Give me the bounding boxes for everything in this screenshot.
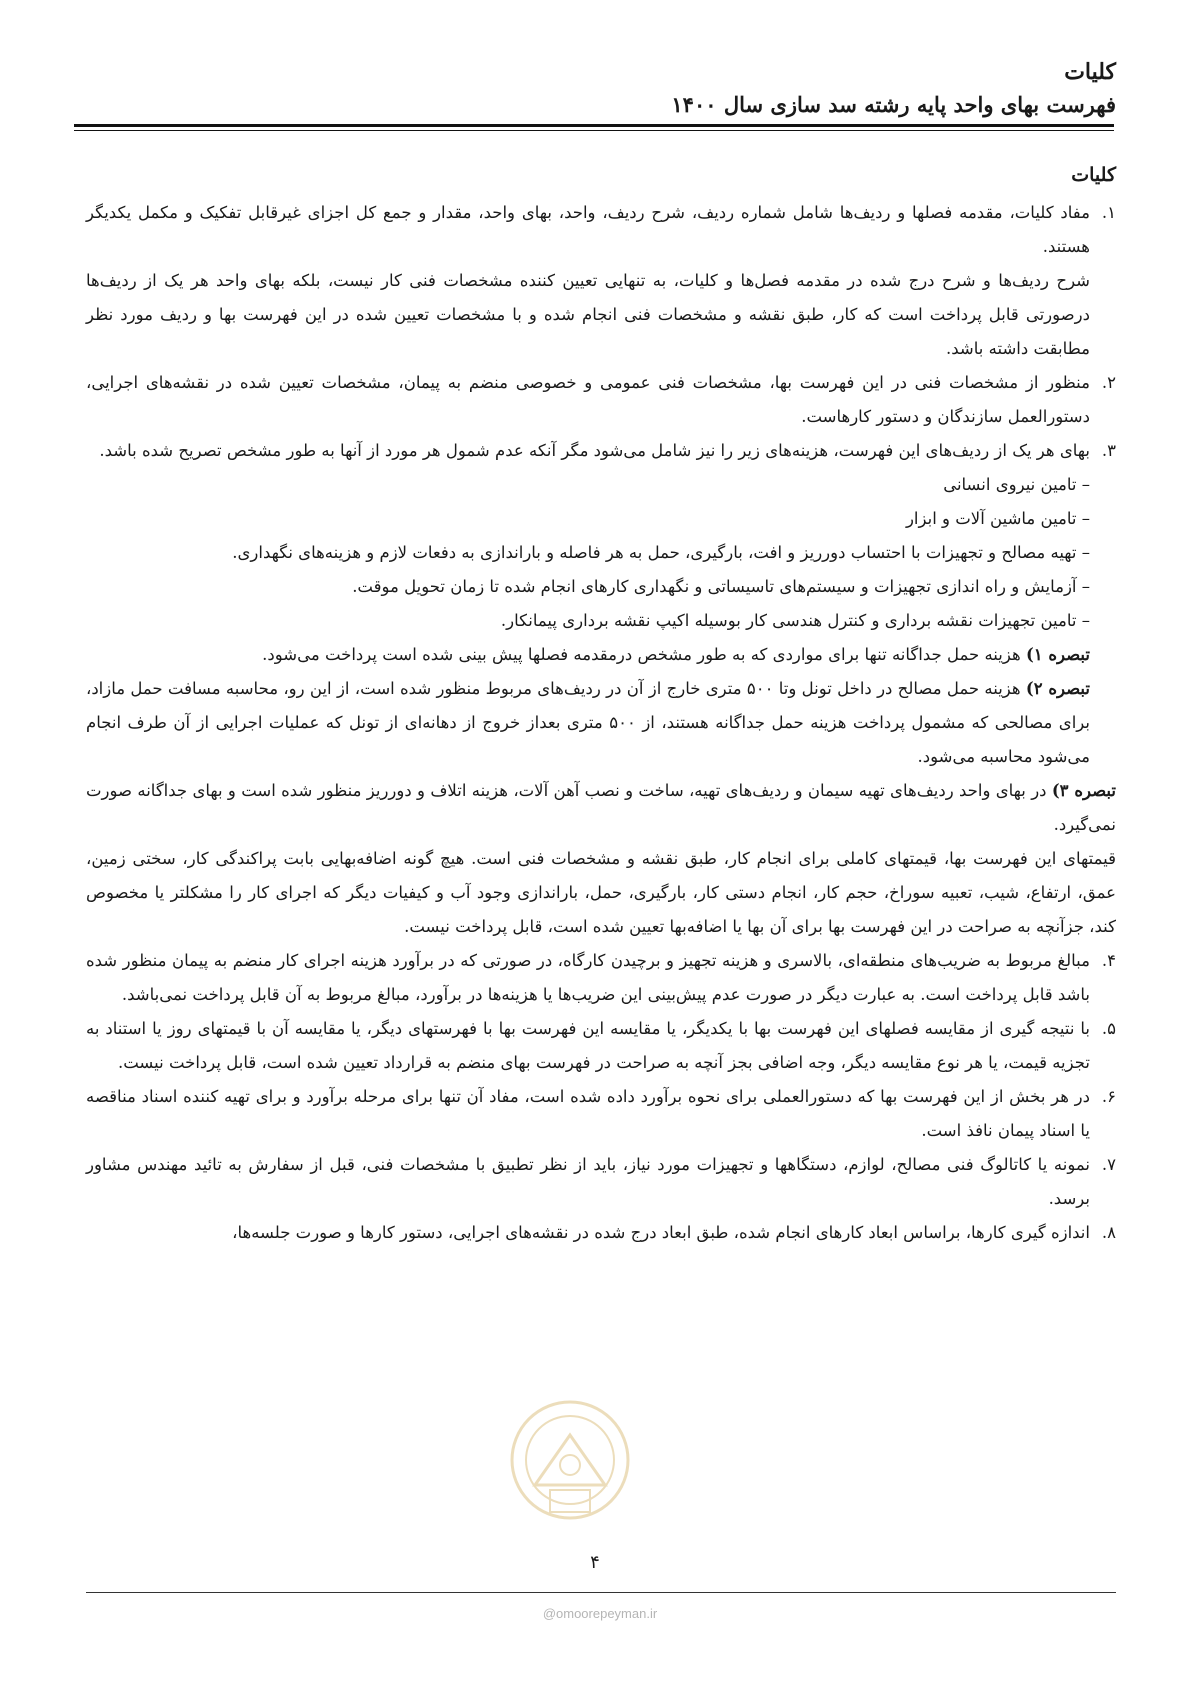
website-watermark: @omoorepeyman.ir bbox=[542, 1606, 658, 1621]
list-item-6 bbox=[86, 1080, 1116, 1148]
list-item-7 bbox=[86, 1148, 1116, 1216]
item-number: ۸. bbox=[1101, 1223, 1116, 1242]
dash-item: – تامین تجهیزات نقشه برداری و کنترل هندسی کار بوسیله اکیپ نقشه برداری پیمانکار. bbox=[500, 611, 1090, 630]
item-text: بهای هر یک از ردیف‌های این فهرست، هزینه‌های زیر را نیز شامل می‌شود مگر آنکه عدم شمول هر مورد از آنها به طور مشخص تصریح شده باشد. bbox=[99, 441, 1090, 460]
item-number: ۵. bbox=[1101, 1019, 1116, 1038]
dash-item: – تهیه مصالح و تجهیزات با احتساب دورریز و افت، بارگیری، حمل به هر فاصله و باراندازی به دفعات لازم و هزینه‌های نگهداری. bbox=[232, 543, 1090, 562]
item-text: در هر بخش از این فهرست بها که دستورالعملی برای نحوه برآورد داده شده است، مفاد آن تنها برای مرحله برآورد و برای تهیه کننده اسناد مناقصه یا اسناد پیمان نافذ است. bbox=[86, 1087, 1090, 1140]
page-header bbox=[86, 56, 1116, 122]
note-text: هزینه حمل مصالح در داخل تونل وتا ۵۰۰ متری خارج از آن در ردیف‌های مربوط منظور شده است، از این رو، محاسبه مسافت حمل مازاد، برای مصالحی که مشمول پرداخت هزینه حمل جداگانه هستند، از ۵۰۰ متری بعداز خروج از دهانه‌ای از تونل که عملیات اجرایی از آن طرف انجام می‌شود محاسبه می‌شود. bbox=[86, 679, 1090, 766]
paragraph-description: شرح ردیف‌ها و شرح درج شده در مقدمه فصل‌ها و کلیات، به تنهایی تعیین کننده مشخصات فنی کار نیست، بلکه بهای واحد هر یک از ردیف‌ها درصورتی قابل پرداخت است که کار، طبق نقشه و مشخصات فنی انجام شده و با مشخصات تعیین شده در این فهرست بها و ردیف مورد نظر مطابقت داشته باشد. bbox=[86, 271, 1090, 358]
list-item-8 bbox=[86, 1216, 1116, 1250]
item-text: مبالغ مربوط به ضریب‌های منطقه‌ای، بالاسری و هزینه تجهیز و برچیدن کارگاه، در صورتی که در برآورد هزینه اجرای کار منضم به پیمان منظور شده باشد قابل پرداخت است. به عبارت دیگر در صورت عدم پیش‌بینی این ضریب‌ها یا هزینه‌ها در برآورد، مبالغ مربوط به آن قابل پرداخت نمی‌باشد. bbox=[86, 951, 1090, 1004]
note-1 bbox=[86, 638, 1116, 672]
watermark-logo-icon bbox=[505, 1395, 635, 1535]
note-3 bbox=[86, 774, 1116, 842]
note-2 bbox=[86, 672, 1116, 774]
paragraph-prices: قیمتهای این فهرست بها، قیمتهای کاملی برای انجام کار، طبق نقشه و مشخصات فنی است. هیچ گونه اضافه‌بهایی بابت پراکندگی کار، سختی زمین، عمق، ارتفاع، شیب، تعبیه سوراخ، حجم کار، انجام دستی کار، بارگیری، حمل، باراندازی وجود آب و کیفیات دیگر که اجرای کار را مشکلتر یا مخصوص کند، جزآنچه به صراحت در این فهرست بها برای آن بها یا اضافه‌بها تعیین شده است، قابل پرداخت نیست. bbox=[86, 849, 1116, 936]
list-item-2 bbox=[86, 366, 1116, 434]
item-text: با نتیجه گیری از مقایسه فصلهای این فهرست بها با یکدیگر، یا مقایسه این فهرست بها با فهرستهای دیگر، یا مقایسه آن با قیمتهای روز یا استناد به تجزیه قیمت، یا هر نوع مقایسه دیگر، وجه اضافی بجز آنچه به صراحت در فهرست بهای منضم به قرارداد تعیین شده است، قابل پرداخت نیست. bbox=[86, 1019, 1090, 1072]
item-number: ۷. bbox=[1101, 1155, 1116, 1174]
note-text: هزینه حمل جداگانه تنها برای مواردی که به طور مشخص درمقدمه فصلها پیش بینی شده است پرداخت می‌شود. bbox=[262, 645, 1021, 664]
header-subtitle: فهرست بهای واحد پایه رشته سد سازی سال ۱۴۰۰ bbox=[671, 92, 1116, 117]
dash-item: – تامین نیروی انسانی bbox=[943, 475, 1090, 494]
list-item-4 bbox=[86, 944, 1116, 1012]
item-text: اندازه گیری کارها، براساس ابعاد کارهای انجام شده، طبق ابعاد درج شده در نقشه‌های اجرایی، دستور کارها و صورت جلسه‌ها، bbox=[232, 1223, 1090, 1242]
header-rule-thin bbox=[74, 130, 1114, 131]
header-title: کلیات bbox=[1064, 59, 1116, 85]
item-text: منظور از مشخصات فنی در این فهرست بها، مشخصات فنی عمومی و خصوصی منضم به پیمان، مشخصات تعیین شده در نقشه‌های اجرایی، دستورالعمل سازندگان و دستور کارهاست. bbox=[86, 373, 1090, 426]
list-item-1 bbox=[86, 196, 1116, 264]
item-number: ۴. bbox=[1101, 951, 1116, 970]
item-text: مفاد کلیات، مقدمه فصلها و ردیف‌ها شامل شماره ردیف، شرح ردیف، واحد، بهای واحد، مقدار و جمع کل اجزای غیرقابل تفکیک و مکمل یکدیگر هستند. bbox=[86, 203, 1090, 256]
page-number: ۴ bbox=[590, 1552, 600, 1573]
note-label: تبصره ۱) bbox=[1025, 645, 1090, 664]
item-number: ۳. bbox=[1101, 441, 1116, 460]
dash-item: – آزمایش و راه اندازی تجهیزات و سیستم‌های تاسیساتی و نگهداری کارهای انجام شده تا زمان تحویل موقت. bbox=[352, 577, 1090, 596]
note-label: تبصره ۲) bbox=[1025, 679, 1091, 698]
document-body bbox=[86, 158, 1116, 1250]
list-item-5 bbox=[86, 1012, 1116, 1080]
note-text: در بهای واحد ردیف‌های تهیه سیمان و ردیف‌های تهیه، ساخت و نصب آهن آلات، هزینه اتلاف و دورریز منظور شده است و بهای جداگانه صورت نمی‌گیرد. bbox=[86, 781, 1116, 834]
note-label: تبصره ۳) bbox=[1051, 781, 1116, 800]
item-number: ۱. bbox=[1101, 203, 1116, 222]
item-text: نمونه یا کاتالوگ فنی مصالح، لوازم، دستگاهها و تجهیزات مورد نیاز، باید از نظر تطبیق با مشخصات فنی، قبل از سفارش به تائید مهندس مشاور برسد. bbox=[86, 1155, 1090, 1208]
section-title: کلیات bbox=[1071, 164, 1116, 186]
item-number: ۲. bbox=[1101, 373, 1116, 392]
dash-item: – تامین ماشین آلات و ابزار bbox=[905, 509, 1090, 528]
footer-rule bbox=[86, 1592, 1116, 1593]
item-number: ۶. bbox=[1101, 1087, 1116, 1106]
header-rule-thick bbox=[74, 124, 1114, 127]
list-item-3 bbox=[86, 434, 1116, 468]
